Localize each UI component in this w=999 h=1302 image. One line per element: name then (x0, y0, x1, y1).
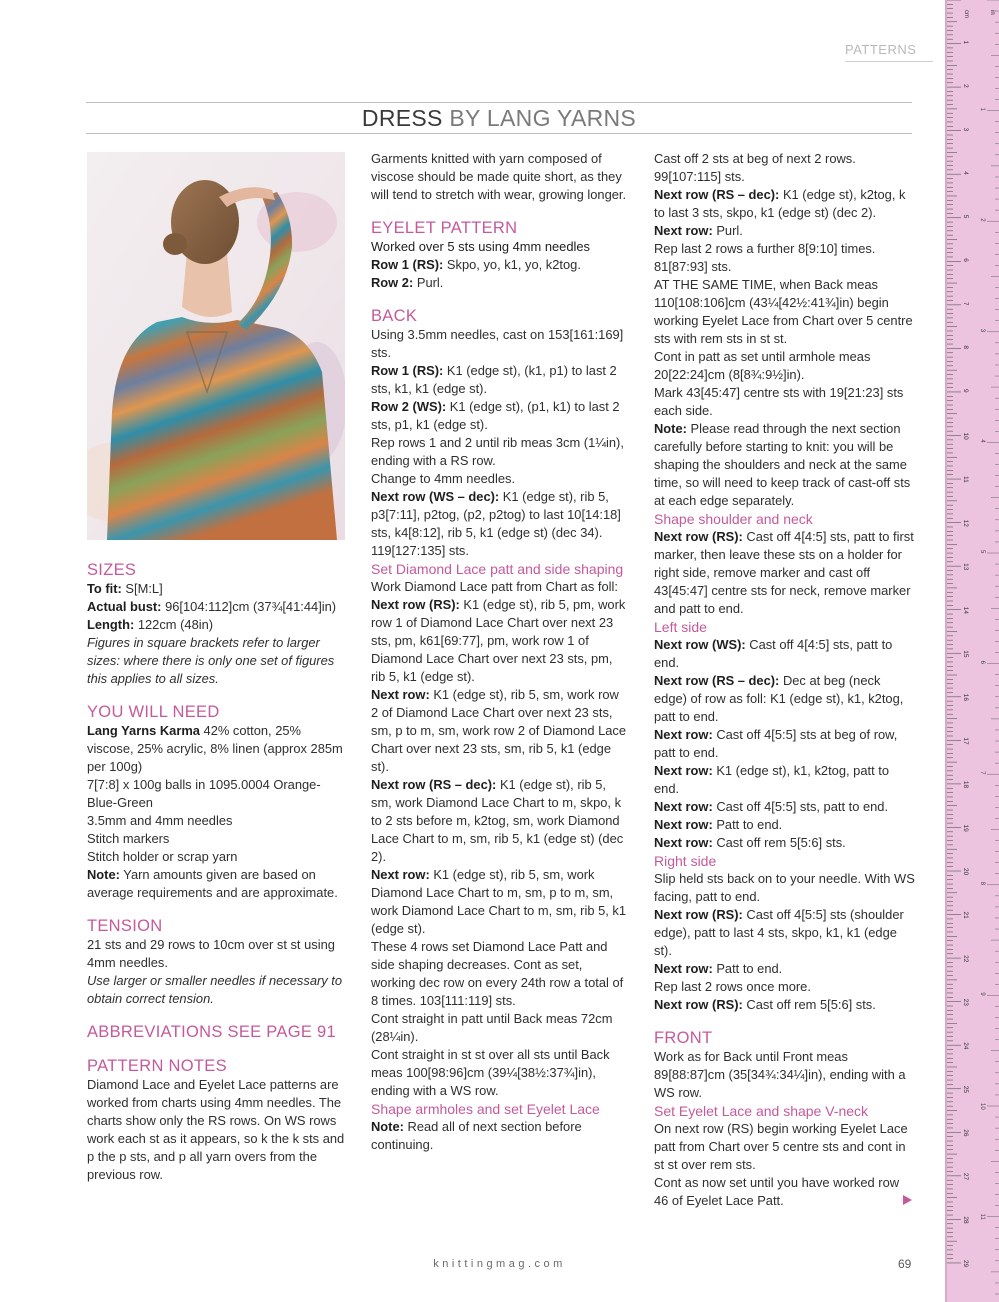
ruler-cm-label: 21 (962, 911, 969, 919)
ruler-cm-label: 14 (962, 606, 969, 614)
ruler-cm-label: 24 (962, 1042, 969, 1050)
needles: 3.5mm and 4mm needles (87, 813, 233, 828)
same-time: AT THE SAME TIME, when Back meas 110[108:106]cm (43¼[42½:41¾]in) begin working Eyelet Lace from Chart over 5 centre sts with rem sts in st st. (654, 277, 913, 346)
ruler-in-unit: in (989, 10, 995, 15)
armhole-dec-row: Next row (RS – dec): K1 (edge st), k2tog, k to last 3 sts, skpo, k1 (edge st) (dec 2). (654, 187, 906, 220)
viscose-intro: Garments knitted with yarn composed of viscose should be made quite short, as they will tend to stretch with wear, growing longer. (371, 151, 627, 202)
diamond-cont-1: Cont straight in patt until Back meas 72cm (28¼in). (371, 1011, 613, 1044)
diamond-lace-subheading: Set Diamond Lace patt and side shaping (371, 561, 624, 577)
ruler-cm-label: 10 (962, 432, 969, 440)
armhole-rep: Rep last 2 rows a further 8[9:10] times. 81[87:93] sts. (654, 241, 876, 274)
section-tag: PATTERNS (845, 42, 933, 62)
diamond-row-4: Next row: K1 (edge st), rib 5, sm, work Diamond Lace Chart to m, sm, p to m, sm, work Diamond Lace Chart to m, sm, rib 5, k1 (edge st). (371, 867, 627, 936)
armhole-purl-row: Next row: Purl. (654, 223, 743, 238)
back-heading: BACK (371, 307, 418, 325)
markers: Stitch markers (87, 831, 170, 846)
ruler-cm-label: 16 (962, 693, 969, 702)
column-3 (654, 150, 916, 1210)
figures-note: Figures in square brackets refer to larger sizes: where there is only one set of figures this applies to all sizes. (87, 635, 335, 686)
ruler-in-label: 10 (979, 1103, 985, 1110)
mark-centre: Mark 43[45:47] centre sts with 19[21:23] sts each side. (654, 385, 904, 418)
diamond-work: Work Diamond Lace patt from Chart as foll: (371, 579, 618, 594)
actual-bust: Actual bust: 96[104:112]cm (37¾[41:44]in) (87, 599, 337, 614)
ruler-cm-label: 2 (962, 84, 969, 88)
ruler-in-label: 11 (979, 1213, 985, 1220)
diamond-cont-2: Cont straight in st st over all sts until Back meas 100[98:96]cm (39¼[38½:37¾]in), ending with a WS row. (371, 1047, 610, 1098)
ruler-cm-label: 22 (962, 955, 969, 963)
eyelet-row-1: Row 1 (RS): Skpo, yo, k1, yo, k2tog. (371, 257, 581, 272)
left-row-4: Next row: K1 (edge st), k1, k2tog, patt to end. (654, 763, 890, 796)
tension-note: Use larger or smaller needles if necessary to obtain correct tension. (87, 973, 343, 1006)
ruler-cm-label: 7 (962, 301, 969, 306)
tension-heading: TENSION (87, 917, 163, 935)
left-row-7: Next row: Cast off rem 5[5:6] sts. (654, 835, 846, 850)
title-by: BY LANG YARNS (449, 105, 637, 131)
ruler-cm-label: 26 (962, 1129, 969, 1137)
ruler-cm-label: 23 (962, 998, 969, 1006)
title-rule-top (86, 102, 912, 103)
page-title (86, 104, 912, 132)
ruler-cm-label: 28 (962, 1216, 969, 1224)
triangle-right-icon (903, 1195, 912, 1205)
yarn: Lang Yarns Karma 42% cotton, 25% viscose, 25% acrylic, 8% linen (approx 285m per 100g) (87, 723, 343, 774)
right-row-2: Next row: Patt to end. (654, 961, 783, 976)
left-row-2: Next row (RS – dec): Dec at beg (neck edge) of row as foll: K1 (edge st), k1, k2tog, patt to end. (654, 673, 904, 724)
title-rule-bottom (86, 133, 912, 134)
ruler-in-label: 6 (979, 660, 985, 664)
to-fit: To fit: S[M:L] (87, 581, 163, 596)
tension-text: 21 sts and 29 rows to 10cm over st st using 4mm needles. (87, 937, 335, 970)
front-work-as: Work as for Back until Front meas 89[88:87]cm (35[34¾:34¼]in), ending with a WS row. (654, 1049, 906, 1100)
cast-off-2: Cast off 2 sts at beg of next 2 rows. 99[107:115] sts. (654, 151, 856, 184)
eyelet-worked-over: Worked over 5 sts using 4mm needles (371, 239, 591, 254)
ruler-cm-label: 5 (962, 214, 969, 219)
ruler-cm-label: 17 (962, 737, 969, 745)
cont-patt: Cont in patt as set until armhole meas 20[22:24]cm (8[8¾:9½]in). (654, 349, 871, 382)
ruler-in-label: 2 (979, 218, 985, 222)
ruler-cm-label: 18 (962, 780, 969, 789)
right-row-1: Next row (RS): Cast off 4[5:5] sts (shoulder edge), patt to last 4 sts, skpo, k1, k1 (edge st). (654, 907, 904, 958)
ruler-cm-label: 29 (962, 1259, 969, 1268)
ruler-in-label: 9 (979, 992, 985, 996)
model-photo (87, 152, 345, 540)
ruler-cm-label: 9 (962, 388, 969, 393)
shoulder-neck-subheading: Shape shoulder and neck (654, 511, 813, 527)
left-row-5: Next row: Cast off 4[5:5] sts, patt to end. (654, 799, 889, 814)
holder: Stitch holder or scrap yarn (87, 849, 238, 864)
left-side-subheading: Left side (654, 619, 707, 635)
right-side-subheading: Right side (654, 853, 717, 869)
pattern-notes-text: Diamond Lace and Eyelet Lace patterns are worked from charts using 4mm needles. The charts show only the RS rows. On WS rows work each st as it appears, so k the k sts and p the p sts, and p all yarn overs from the previous row. (87, 1077, 345, 1182)
back-cast-on: Using 3.5mm needles, cast on 153[161:169] sts. (371, 327, 624, 360)
length: Length: 122cm (48in) (87, 617, 214, 632)
back-next-row: Next row (WS – dec): K1 (edge st), rib 5, p3[7:11], p2tog, (p2, p2tog) to last 10[14:18] sts, k4[8:12], rib 5, k1 (edge st) (dec 34). 119[127:135] sts. (371, 489, 621, 558)
ruler-cm-label: 20 (962, 868, 969, 876)
ruler-cm-label: 8 (962, 345, 969, 350)
ruler-in-label: 4 (979, 439, 985, 443)
ruler-in-label: 3 (979, 328, 985, 333)
shoulder-note: Note: Please read through the next section carefully before starting to knit: you will be shaping the shoulders and neck at the same time, so will need to keep track of cast-off sts at each edge separately. (654, 421, 911, 508)
left-row-6: Next row: Patt to end. (654, 817, 783, 832)
ruler-cm-label: 15 (962, 650, 969, 658)
ruler-cm-label: 12 (962, 519, 969, 527)
ruler-cm-label: 6 (962, 258, 969, 262)
balls: 7[7:8] x 100g balls in 1095.0004 Orange-Blue-Green (87, 777, 321, 810)
front-cont: Cont as now set until you have worked row 46 of Eyelet Lace Patt. (654, 1175, 900, 1208)
sizes-heading: SIZES (87, 561, 137, 579)
page-number: 69 (898, 1257, 912, 1271)
pattern-notes-heading: PATTERN NOTES (87, 1057, 227, 1075)
ruler-cm-label: 4 (962, 171, 969, 175)
diamond-these: These 4 rows set Diamond Lace Patt and side shaping decreases. Cont as set, working dec row on every 24th row a total of 8 times. 103[111:119] sts. (371, 939, 624, 1008)
shoulder-row-1: Next row (RS): Cast off 4[4:5] sts, patt to first marker, then leave these sts on a holder for right side, remove marker and cast off 43[45:47] centre sts for neck, remove marker and patt to end. (654, 529, 914, 616)
left-row-3: Next row: Cast off 4[5:5] sts at beg of row, patt to end. (654, 727, 898, 760)
diamond-row-1: Next row (RS): K1 (edge st), rib 5, pm, work row 1 of Diamond Lace Chart over next 23 sts, pm, k61[69:77], pm, work row 1 of Diamond Lace Chart over next 23 sts, pm, rib 5, k1 (edge st). (371, 597, 626, 684)
ruler (945, 0, 999, 1302)
you-will-need-heading: YOU WILL NEED (87, 703, 220, 721)
right-slip: Slip held sts back on to your needle. With WS facing, patt to end. (654, 871, 915, 904)
armholes-subheading: Shape armholes and set Eyelet Lace (371, 1101, 600, 1117)
ruler-cm-label: 13 (962, 563, 969, 571)
ruler-cm-label: 3 (962, 127, 969, 132)
diamond-row-2: Next row: K1 (edge st), rib 5, sm, work row 2 of Diamond Lace Chart over next 23 sts, sm, p to m, sm, work row 2 of Diamond Lace Chart over next 23 sts, sm, rib 5, k1 (edge st). (371, 687, 627, 774)
right-row-3: Next row (RS): Cast off rem 5[5:6] sts. (654, 997, 876, 1012)
ruler-cm-label: 19 (962, 824, 969, 832)
abbreviations-heading: ABBREVIATIONS SEE PAGE 91 (87, 1023, 336, 1041)
left-row-1: Next row (WS): Cast off 4[4:5] sts, patt to end. (654, 637, 893, 670)
title-main: DRESS (361, 105, 443, 131)
yarn-note: Note: Yarn amounts given are based on average requirements and are approximate. (87, 867, 338, 900)
ruler-in-label: 8 (979, 881, 985, 886)
back-change: Change to 4mm needles. (371, 471, 516, 486)
armholes-note: Note: Read all of next section before continuing. (371, 1119, 582, 1152)
ruler-cm-unit: cm (963, 10, 969, 18)
ruler-in-label: 7 (979, 771, 985, 775)
ruler-in-label: 5 (979, 550, 985, 554)
column-2 (371, 150, 629, 1154)
eyelet-row-2: Row 2: Purl. (371, 275, 444, 290)
ruler-in-label: 1 (979, 107, 985, 111)
diamond-row-3: Next row (RS – dec): K1 (edge st), rib 5, sm, work Diamond Lace Chart to m, skpo, k to 2 sts before m, k2tog, sm, work Diamond Lace Chart to m, sm, rib 5, k1 (edge st) (dec 2). (371, 777, 624, 864)
column-1 (87, 560, 349, 1184)
front-heading: FRONT (654, 1029, 713, 1047)
v-neck-subheading: Set Eyelet Lace and shape V-neck (654, 1103, 869, 1119)
footer-site: knittingmag.com (433, 1258, 566, 1270)
right-rep: Rep last 2 rows once more. (654, 979, 811, 994)
eyelet-pattern-heading: EYELET PATTERN (371, 219, 518, 237)
ruler-cm-label: 1 (962, 40, 969, 45)
back-row-2: Row 2 (WS): K1 (edge st), (p1, k1) to last 2 sts, p1, k1 (edge st). (371, 399, 620, 432)
front-eyelet: On next row (RS) begin working Eyelet Lace patt from Chart over 5 centre sts and cont in st st over rem sts. (654, 1121, 908, 1172)
ruler-cm-label: 11 (962, 476, 969, 483)
back-row-1: Row 1 (RS): K1 (edge st), (k1, p1) to last 2 sts, k1, k1 (edge st). (371, 363, 617, 396)
back-rep: Rep rows 1 and 2 until rib meas 3cm (1¼in), ending with a RS row. (371, 435, 624, 468)
ruler-cm-label: 27 (962, 1172, 969, 1181)
ruler-cm-label: 25 (962, 1085, 969, 1093)
